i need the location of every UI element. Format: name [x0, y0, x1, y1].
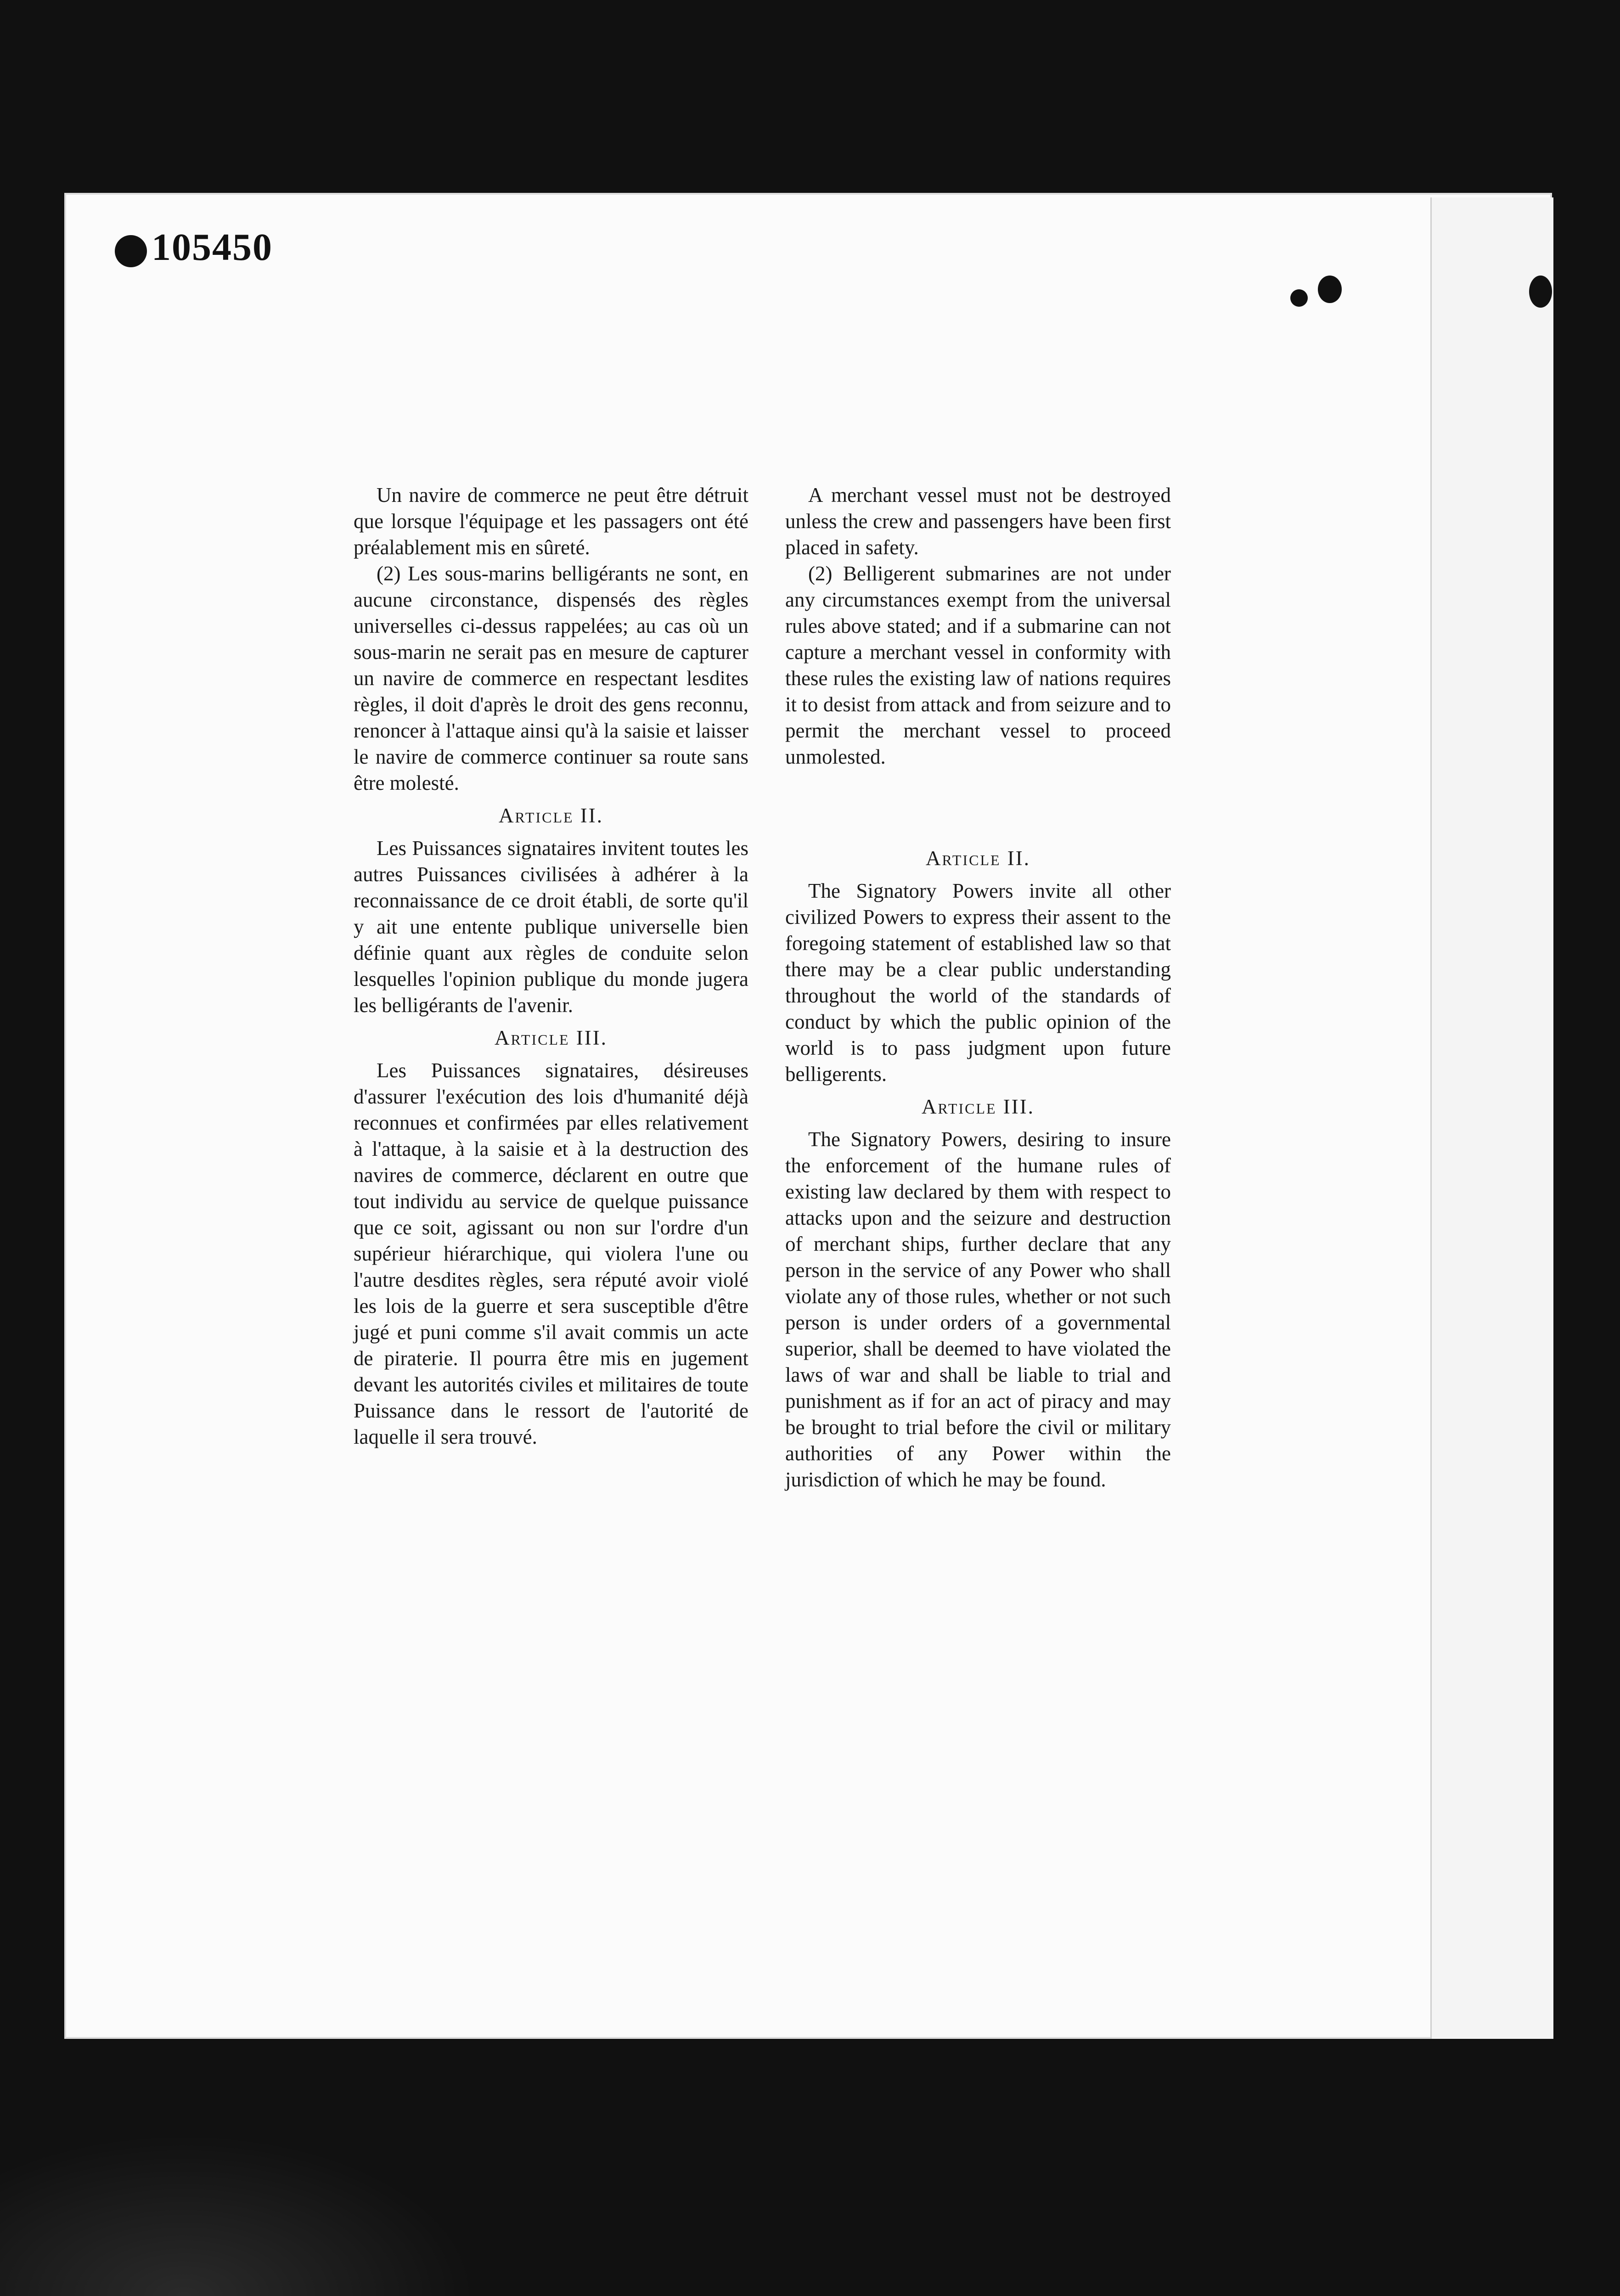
english-para2: (2) Belligerent submarines are not under any circumstances exempt from the universal rules above stated; and if a submarine can not capture a merchant vessel in conformity with these rules the existing law of nations requires it to desist from attack and from seizure and to permit the merchant vessel to proceed unmolested. — [785, 562, 1171, 768]
ink-blot — [1290, 289, 1308, 307]
spacer — [785, 770, 1171, 839]
french-column — [354, 482, 748, 1450]
reference-number-text: 105450 — [152, 226, 273, 269]
french-article2: Les Puissances signataires invitent toutes les autres Puissances civilisées à adhérer à la reconnaissance de ce droit établi, de sorte qu'il y ait une entente publique universelle bien définie quant aux règles de conduite selon lesquelles l'opinion publique du monde jugera les belligérants de l'avenir. — [354, 837, 748, 1017]
english-article3-heading: Article III. — [921, 1095, 1035, 1118]
reference-number — [115, 225, 273, 270]
english-article2-heading: Article II. — [925, 847, 1031, 870]
french-article2-heading: Article II. — [498, 804, 604, 827]
french-intro: Un navire de commerce ne peut être détruit que lorsque l'équipage et les passagers ont été préalablement mis en sûreté. — [354, 484, 748, 559]
french-article3: Les Puissances signataires, désireuses d'assurer l'exécution des lois d'humanité déjà reconnues et confirmées par elles relativement à l'attaque, à la saisie et à la destruction des navires de commerce, déclarent en outre que tout individu au service de quelque puissance que ce soit, agissant ou non sur l'ordre d'un supérieur hiérarchique, qui violera l'une ou l'autre desdites règles, sera réputé avoir violé les lois de la guerre et sera susceptible d'être jugé et puni comme s'il avait commis un acte de piraterie. Il pourra être mis en jugement devant les autorités civiles et militaires de toute Puissance dans le ressort de l'autorité de laquelle il sera trouvé. — [354, 1059, 748, 1448]
french-article3-heading: Article III. — [494, 1026, 608, 1049]
c-stamp-icon — [115, 235, 147, 267]
english-article2: The Signatory Powers invite all other civilized Powers to express their assent to the foregoing statement of established law so that there may be a clear public understanding throughout the world of the standards of conduct by which the public opinion of the world is to pass judgment upon future belligerents. — [785, 879, 1171, 1086]
french-para2: (2) Les sous-marins belligérants ne sont, en aucune circonstance, dispensés des règles universelles ci-dessus rappelées; au cas où un sous-marin ne serait pas en mesure de capturer un navire de commerce en respectant lesdites règles, il doit d'après le droit des gens reconnu, renoncer à l'attaque ainsi qu'à la saisie et laisser le navire de commerce continuer sa route sans être molesté. — [354, 562, 748, 794]
page-fold — [1430, 197, 1553, 2039]
ink-blot — [1529, 276, 1552, 308]
ink-blot — [1318, 276, 1342, 303]
english-intro: A merchant vessel must not be destroyed unless the crew and passengers have been first placed in safety. — [785, 484, 1171, 559]
english-article3: The Signatory Powers, desiring to insure the enforcement of the humane rules of existing law declared by them with respect to attacks upon and the seizure and destruction of merchant ships, further declare that any person in the service of any Power who shall violate any of those rules, whether or not such person is under orders of a governmental superior, shall be deemed to have violated the laws of war and shall be liable to trial and punishment as if for an act of piracy and may be brought to trial before the civil or military authorities of any Power within the jurisdiction of which he may be found. — [785, 1128, 1171, 1491]
english-column — [785, 482, 1171, 1493]
